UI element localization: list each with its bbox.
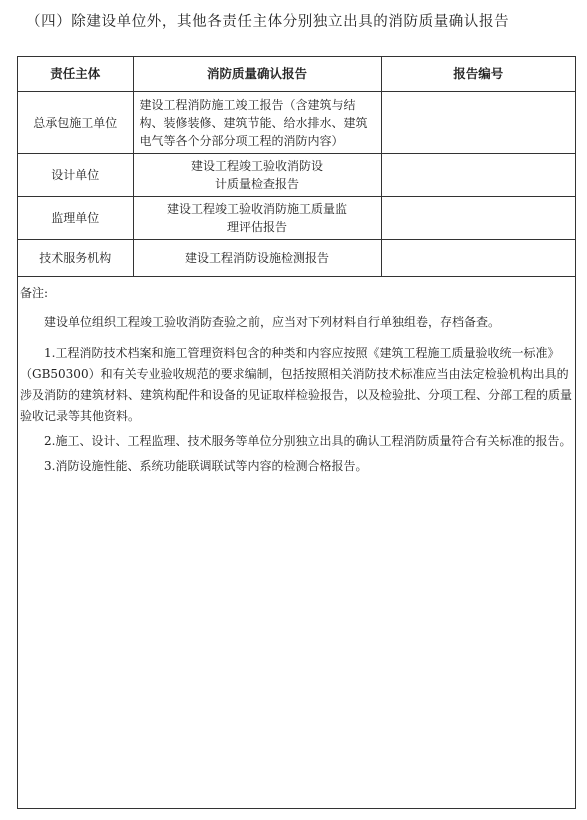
report-number-cell[interactable] [381,240,575,277]
report-form [17,56,576,809]
column-header-report: 消防质量确认报告 [133,57,381,92]
section-heading: （四）除建设单位外，其他各责任主体分别独立出具的消防质量确认报告 [26,14,510,30]
notes-item: 1.工程消防技术档案和施工管理资料包含的种类和内容应按照《建筑工程施工质量验收统一标准》（GB50300）和有关专业验收规范的要求编制，包括按照相关消防技术标准应当由法定检验机构出具的涉及消防的建筑材料、建筑构配件和设备的见证取样检验报告，以及检验批、分项工程、分部工程的质量验收记录等其他资料。 [20,346,573,423]
table-header-row [18,57,575,92]
report-cell: 建设工程竣工验收消防施工质量监理评估报告 [133,197,381,240]
subject-cell: 监理单位 [18,197,133,240]
subject-cell: 设计单位 [18,154,133,197]
report-table [18,57,575,277]
table-row [18,197,575,240]
notes-item: 3.消防设施性能、系统功能联调联试等内容的检测合格报告。 [44,459,368,473]
notes-intro: 建设单位组织工程竣工验收消防查验之前，应当对下列材料自行单独组卷，存档备查。 [44,315,501,329]
subject-cell: 总承包施工单位 [18,92,133,154]
column-header-number: 报告编号 [381,57,575,92]
table-row [18,92,575,154]
report-cell: 建设工程消防施工竣工报告（含建筑与结构、装修装修、建筑节能、给水排水、建筑电气等各个分部分项工程的消防内容） [133,92,381,154]
notes-title: 备注: [20,286,49,300]
report-number-cell[interactable] [381,197,575,240]
report-cell: 建设工程消防设施检测报告 [133,240,381,277]
column-header-subject: 责任主体 [18,57,133,92]
report-number-cell[interactable] [381,92,575,154]
notes-item: 2.施工、设计、工程监理、技术服务等单位分别独立出具的确认工程消防质量符合有关标准的报告。 [44,434,572,448]
subject-cell: 技术服务机构 [18,240,133,277]
table-row [18,154,575,197]
report-cell: 建设工程竣工验收消防设计质量检查报告 [133,154,381,197]
table-row [18,240,575,277]
notes-section [18,277,575,477]
report-number-cell[interactable] [381,154,575,197]
